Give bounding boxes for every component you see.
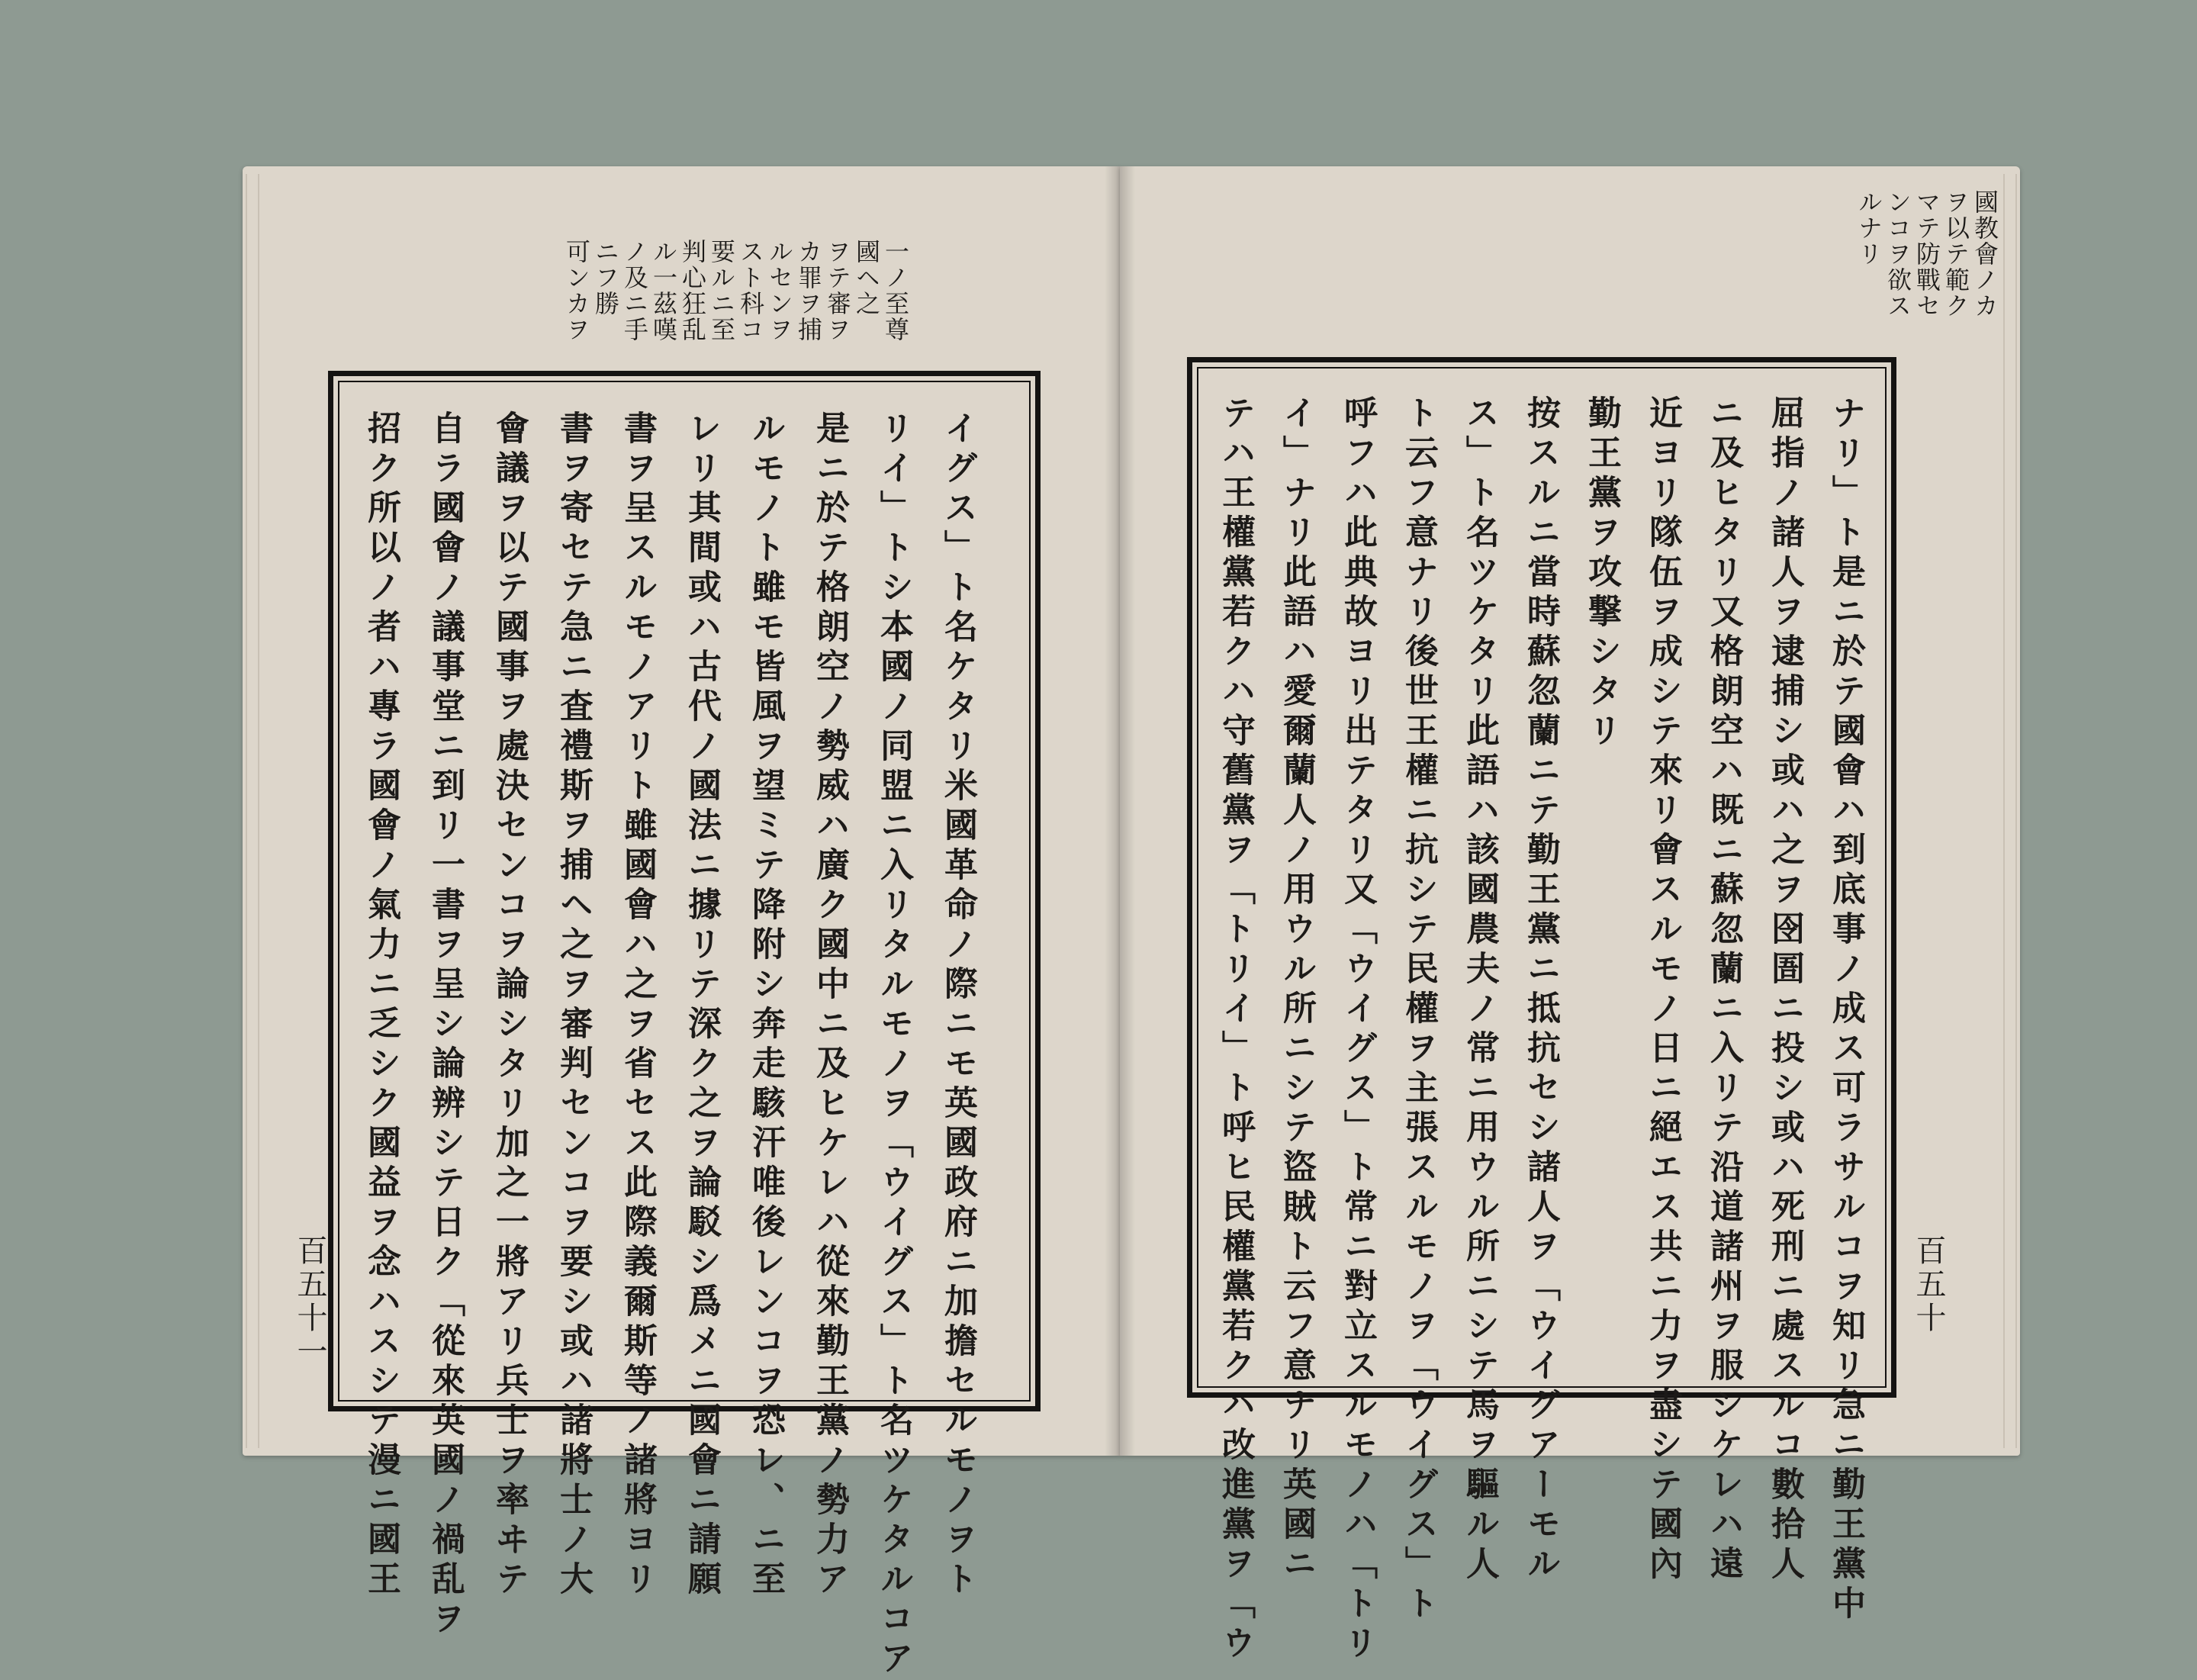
text-column: 是ニ於テ格朗空ノ勢威ハ廣ク國中ニ及ヒケレハ從來勤王黨ノ勢力ア [810, 410, 849, 1601]
text-column: 按スルニ當時蘇忽蘭ニテ勤王黨ニ抵抗セシ諸人ヲ「ウイグアーモル [1521, 395, 1560, 1585]
text-column: 近ヨリ隊伍ヲ成シテ來リ會スルモノ日ニ絕エス共ニ力ヲ盡シテ國內 [1643, 395, 1682, 1585]
sidenote-column: ル一茲嘆 [649, 239, 678, 343]
page-edge [2003, 174, 2017, 1448]
text-column: 書ヲ寄セテ急ニ査禮斯ヲ捕ヘ之ヲ審判センコヲ要シ或ハ諸將士ノ大 [554, 410, 593, 1601]
sidenote-column: ニフ勝 [591, 239, 620, 317]
sidenote-column: 國ヘ之 [852, 239, 881, 317]
right-page [1120, 166, 2020, 1665]
sidenote-column: ヲ以テ範ク [1941, 189, 1970, 319]
page-number: 百五十一 [292, 1234, 327, 1369]
text-column: イグス」ト名ケタリ米國革命ノ際ニモ英國政府ニ加擔セルモノヲト [938, 410, 977, 1601]
text-column: ト云フ意ナリ後世王權ニ抗シテ民權ヲ主張スルモノヲ「ウイグス」ト [1399, 395, 1438, 1625]
sidenote-column: ノ及ニ手 [620, 239, 649, 343]
book-gutter [1105, 166, 1135, 1456]
sidenote-column: カ罪ヲ捕 [794, 239, 823, 343]
sidenote-column: 可ンカヲ [562, 239, 591, 343]
text-column: レリ其間或ハ古代ノ國法ニ據リテ深ク之ヲ論駁シ爲メニ國會ニ請願 [682, 410, 721, 1601]
text-column: テハ王權黨若クハ守舊黨ヲ「トリイ」ト呼ヒ民權黨若クハ改進黨ヲ「ウ [1216, 395, 1255, 1665]
text-column: ルモノト雖モ皆風ヲ望ミテ降附シ奔走駭汗唯後レンコヲ恐レ、ニ至 [746, 410, 785, 1601]
text-column: 勤王黨ヲ攻撃シタリ [1582, 395, 1621, 752]
text-column: 自ラ國會ノ議事堂ニ到リ一書ヲ呈シ論辨シテ日ク「從來英國ノ禍乱ヲ [426, 410, 465, 1640]
page-number: 百五十 [1911, 1234, 1946, 1335]
sidenote-column: 國教會ノカ [1970, 189, 1999, 319]
sidenote-column: 要ルニ至 [707, 239, 736, 343]
sidenote-column: ヲテ審ヲ [823, 239, 852, 343]
page-edge [246, 174, 259, 1448]
sidenote-column: スト科コ [736, 239, 765, 343]
text-column: 呼フハ此典故ヨリ出テタリ又「ウイグス」ト常ニ對立スルモノハ「トリ [1338, 395, 1377, 1665]
text-column: 屈指ノ諸人ヲ逮捕シ或ハ之ヲ囹圄ニ投シ或ハ死刑ニ處スルコ數拾人 [1765, 395, 1804, 1585]
sidenote-column: マテ防戰セ [1912, 189, 1941, 319]
text-column: 書ヲ呈スルモノアリト雖國會ハ之ヲ省セス此際義爾斯等ノ諸將ヨリ [618, 410, 657, 1601]
text-column: ス」ト名ツケタリ此語ハ該國農夫ノ常ニ用ウル所ニシテ馬ヲ驅ル人 [1460, 395, 1499, 1585]
sidenote-column: ンコヲ欲ス [1883, 189, 1912, 319]
sidenote-column: 判心狂乱 [678, 239, 707, 343]
text-column: イ」ナリ此語ハ愛爾蘭人ノ用ウル所ニシテ盜賊ト云フ意ナリ英國ニ [1277, 395, 1316, 1585]
text-column: リイ」トシ本國ノ同盟ニ入リタルモノヲ「ウイグス」ト名ツケタルコア [874, 410, 913, 1680]
text-column: 招ク所以ノ者ハ專ラ國會ノ氣力ニ乏シク國益ヲ念ハスシテ漫ニ國王 [362, 410, 400, 1601]
text-column: ナリ」ト是ニ於テ國會ハ到底事ノ成ス可ラサルコヲ知リ急ニ勤王黨中 [1826, 395, 1865, 1625]
sidenote-column: ルナリ [1854, 189, 1883, 267]
left-page [243, 166, 1120, 1680]
text-column: 會議ヲ以テ國事ヲ處決センコヲ論シタリ加之一將アリ兵士ヲ率ヰテ [490, 410, 529, 1601]
sidenote-column: ルセンヲ [765, 239, 794, 343]
text-column: ニ及ヒタリ又格朗空ハ既ニ蘇忽蘭ニ入リテ沿道諸州ヲ服シケレハ遠 [1704, 395, 1743, 1585]
book-spread [243, 166, 2020, 1680]
sidenote-column: 一ノ至尊 [881, 239, 910, 343]
